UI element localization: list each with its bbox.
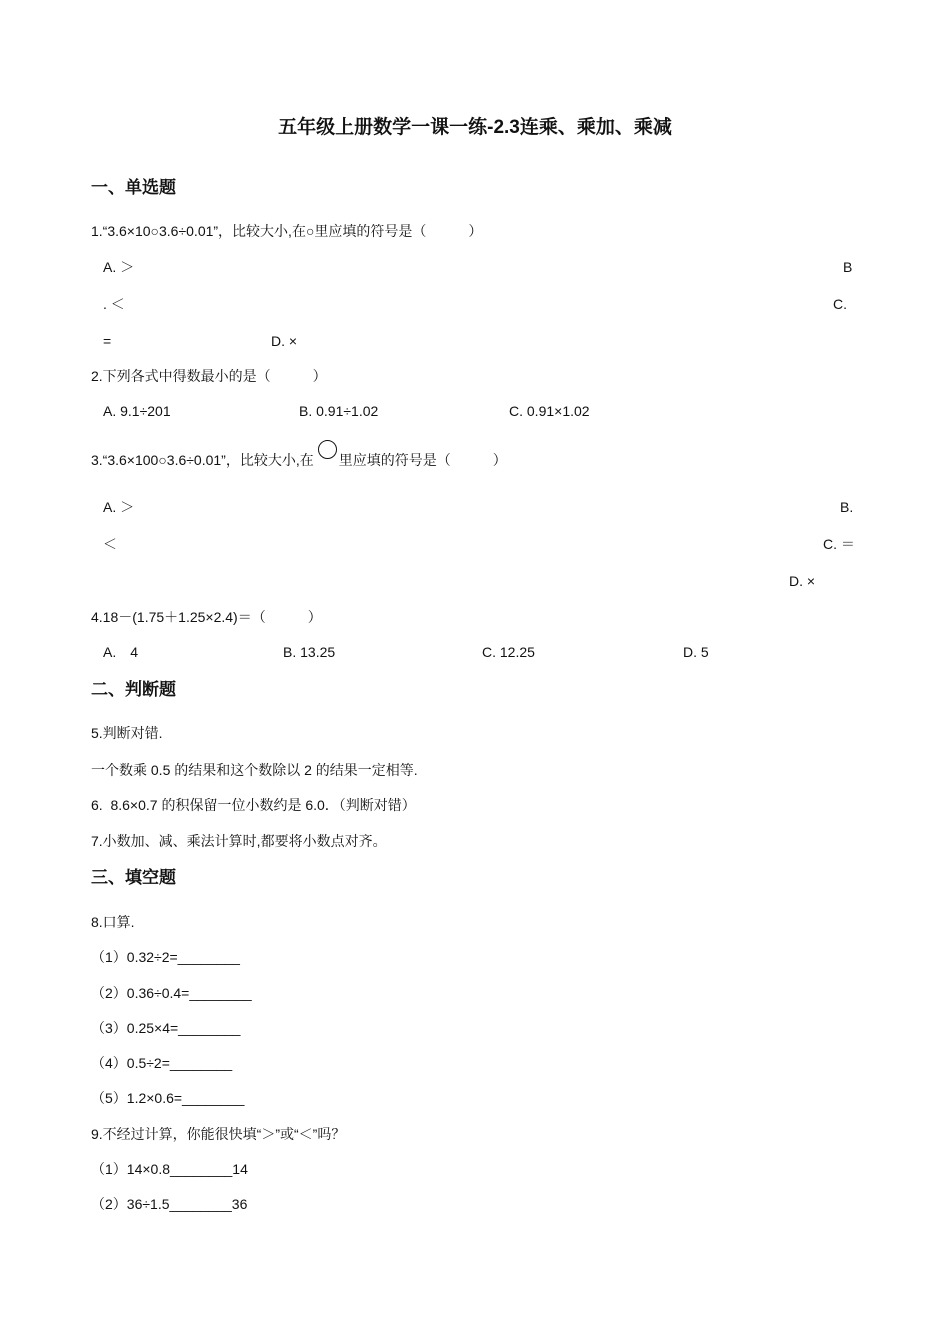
q3-option-c: C. ＝ — [823, 536, 855, 552]
q6-stem: 6. 8.6×0.7 的积保留一位小数约是 6.0．（判断对错） — [91, 797, 416, 813]
q4-option-a: A. 4 — [103, 644, 139, 660]
q3-stem-after: 里应填的符号是（ ） — [338, 452, 507, 468]
q4-stem: 4.18－(1.75＋1.25×2.4)＝（ ） — [91, 609, 322, 625]
q9-stem: 9.不经过计算，你能很快填“＞”或“＜”吗？ — [91, 1126, 346, 1142]
q3-option-b-label: B. — [840, 499, 854, 515]
q3-option-d: D. × — [789, 573, 816, 589]
q1-option-c-label: C. — [833, 296, 847, 312]
q2-option-a: A. 9.1÷201 — [103, 403, 171, 419]
q2-stem: 2.下列各式中得数最小的是（ ） — [91, 368, 327, 384]
q2-option-b: B. 0.91÷1.02 — [299, 403, 379, 419]
section-heading-true-false: 二、判断题 — [91, 680, 176, 699]
q9-item: （2）36÷1.5________36 — [91, 1196, 248, 1212]
q1-stem: 1.“3.6×10○3.6÷0.01”，比较大小,在○里应填的符号是（ ） — [91, 223, 483, 239]
q3-option-b-value: ＜ — [103, 536, 117, 552]
q9-item: （1）14×0.8________14 — [91, 1161, 248, 1177]
page-title: 五年级上册数学一课一练-2.3连乘、乘加、乘减 — [278, 117, 672, 138]
q1-option-a: A. ＞ — [103, 259, 135, 275]
circle-icon — [318, 440, 337, 459]
q8-stem: 8.口算. — [91, 914, 135, 930]
q8-item: （4）0.5÷2=________ — [91, 1055, 233, 1071]
q1-option-b-label: B — [843, 259, 853, 275]
q1-option-b-value: . ＜ — [103, 296, 125, 312]
section-heading-fill-blank: 三、填空题 — [91, 868, 176, 887]
q2-option-c: C. 0.91×1.02 — [509, 403, 590, 419]
q7-stem: 7.小数加、减、乘法计算时,都要将小数点对齐。 — [91, 833, 387, 849]
q4-option-d: D. 5 — [683, 644, 709, 660]
q8-item: （3）0.25×4=________ — [91, 1020, 241, 1036]
q8-item: （2）0.36÷0.4=________ — [91, 985, 252, 1001]
q3-option-a: A. ＞ — [103, 499, 135, 515]
q5-statement: 一个数乘 0.5 的结果和这个数除以 2 的结果一定相等. — [91, 762, 418, 778]
q8-item: （1）0.32÷2=________ — [91, 949, 240, 965]
q4-option-c: C. 12.25 — [482, 644, 535, 660]
q1-option-c-value: = — [103, 333, 112, 349]
q4-option-b: B. 13.25 — [283, 644, 336, 660]
q8-item: （5）1.2×0.6=________ — [91, 1090, 245, 1106]
q3-stem-before: 3.“3.6×100○3.6÷0.01”，比较大小,在 — [91, 452, 314, 468]
section-heading-single-choice: 一、单选题 — [91, 178, 176, 197]
q5-stem: 5.判断对错. — [91, 725, 163, 741]
q3-stem — [91, 451, 507, 471]
q1-option-d: D. × — [271, 333, 298, 349]
